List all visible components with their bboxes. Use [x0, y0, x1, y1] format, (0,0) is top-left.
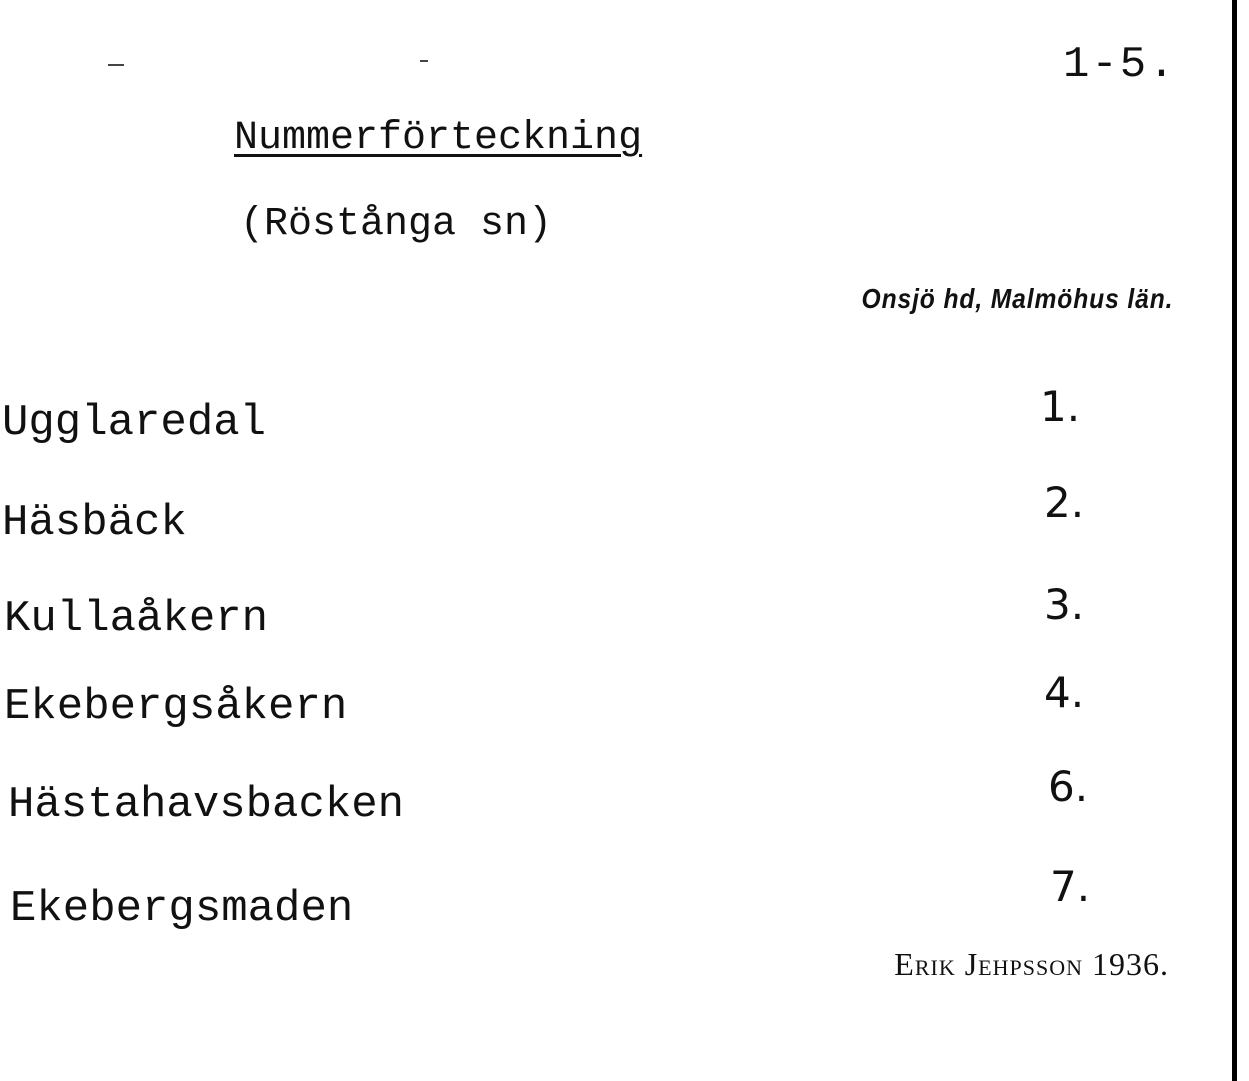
- speck-mark: [420, 60, 428, 62]
- region-stamp: Onsjö hd, Malmöhus län.: [861, 283, 1173, 314]
- place-number: 3.: [1044, 580, 1085, 629]
- place-name: Kullaåkern: [4, 594, 269, 644]
- place-name: Hästahavsbacken: [8, 780, 405, 830]
- place-number: 1.: [1040, 382, 1081, 431]
- card-number-range: 1-5.: [1063, 40, 1177, 90]
- place-name: Ugglaredal: [2, 398, 267, 448]
- place-number: 7.: [1050, 862, 1091, 911]
- place-number: 4.: [1044, 668, 1085, 717]
- place-name: Ekebergsmaden: [10, 884, 354, 934]
- place-name: Ekebergsåkern: [4, 682, 348, 732]
- place-number: 2.: [1044, 478, 1085, 527]
- place-number: 6.: [1048, 762, 1089, 811]
- parish-subtitle: (Röstånga sn): [240, 202, 553, 247]
- place-name: Häsbäck: [2, 498, 187, 548]
- card-edge-line: [1232, 0, 1237, 1081]
- speck-mark: [108, 64, 124, 66]
- author-stamp: Erik Jehpsson 1936.: [894, 946, 1169, 982]
- card-title: Nummerförteckning: [234, 116, 643, 161]
